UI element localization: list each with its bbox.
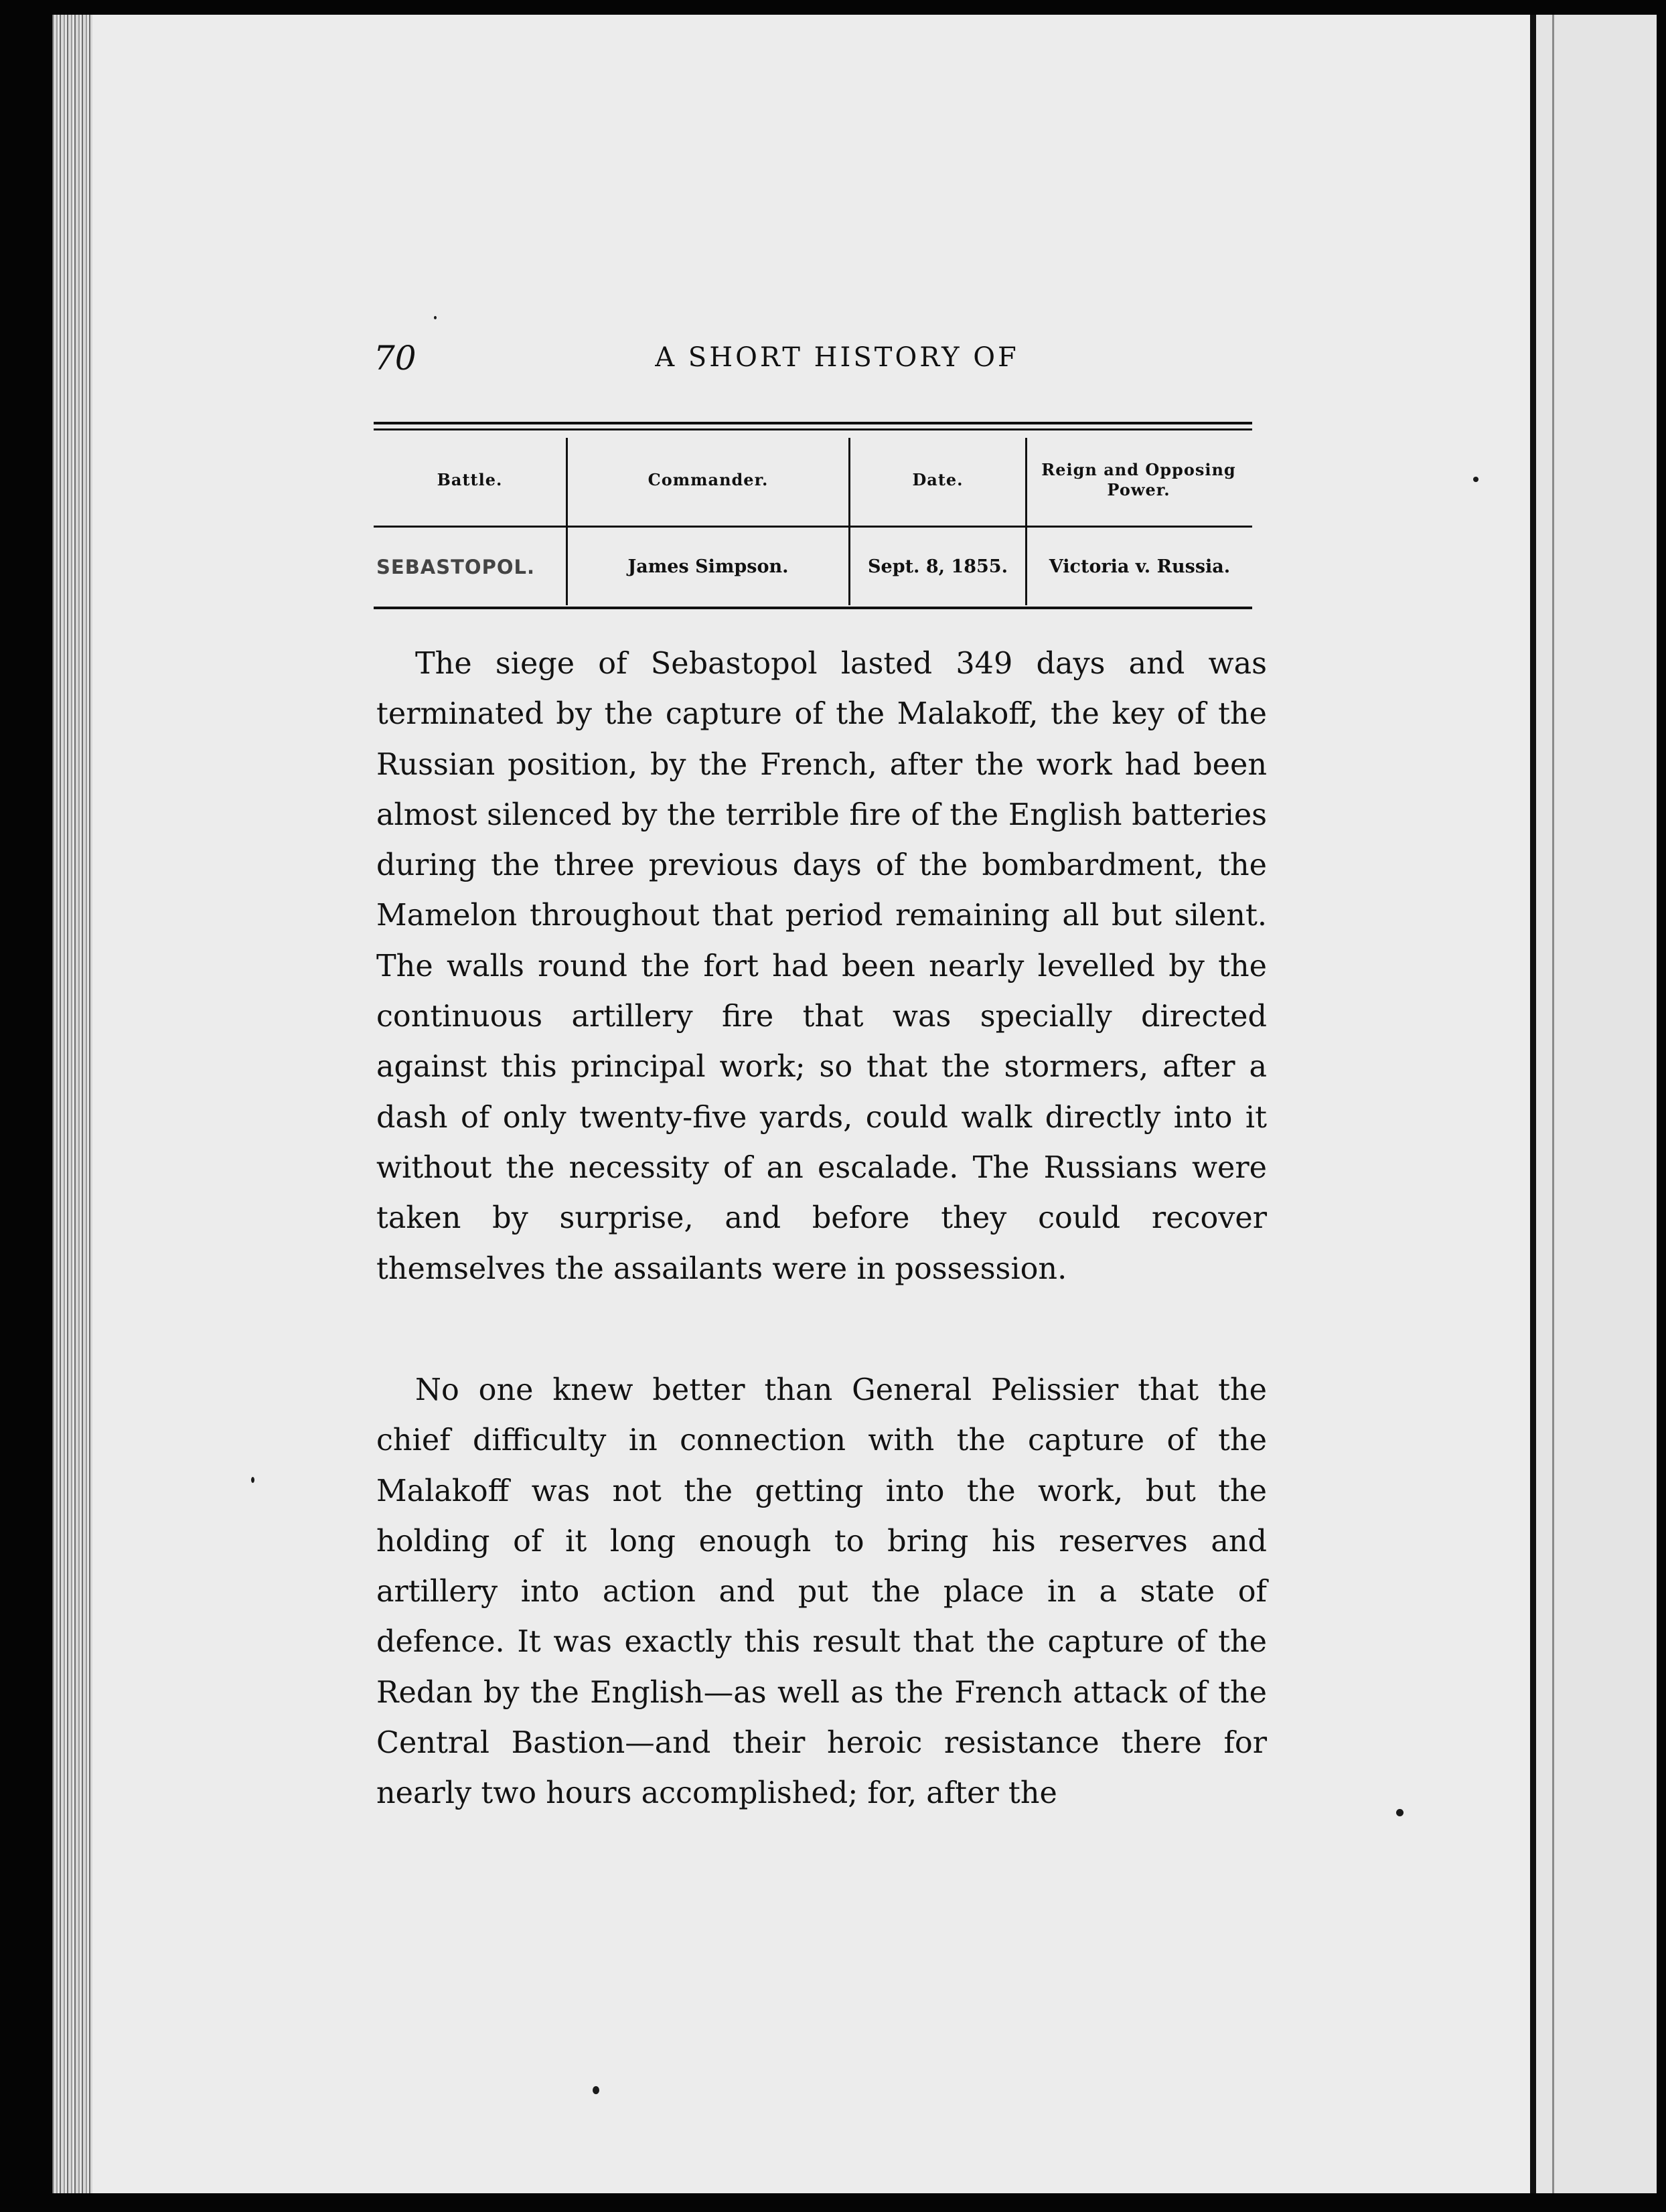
- table-header-rule: [374, 526, 1252, 528]
- adjacent-page-edge: [1552, 15, 1554, 2193]
- body-paragraph: No one knew better than General Pelissier that the chief difficulty in connection with the capture of the Malakoff was not the getting into the work, but the holding of it long enough to bring his reserves and artillery into action and put the place in a state of defence. It was exactly this result that the capture of the Redan by the English—as well as the French attack of the Central Bastion—and their heroic resistance there for nearly two hours accomplished; for, after the: [376, 1373, 1267, 1811]
- dust-speck: [1473, 477, 1479, 482]
- dust-speck: [434, 316, 437, 319]
- column-header-reign: Reign and Opposing Power.: [1041, 460, 1236, 499]
- table-top-rule: [374, 422, 1252, 424]
- book-gutter: [1530, 15, 1536, 2193]
- scan-border-left: [0, 0, 52, 2212]
- column-header-battle: Battle.: [437, 470, 503, 489]
- running-title: A SHORT HISTORY OF: [655, 342, 1019, 373]
- cell-date: Sept. 8, 1855.: [868, 556, 1008, 577]
- battle-table: [374, 422, 1252, 612]
- adjacent-page-strip: [1536, 15, 1657, 2193]
- table-top-rule-inner: [374, 428, 1252, 430]
- scan-border-right: [1657, 0, 1666, 2212]
- table-bottom-rule: [374, 607, 1252, 609]
- cell-reign: Victoria v. Russia.: [1049, 556, 1231, 577]
- page-stack-edges: [52, 15, 92, 2193]
- dust-speck: [593, 2086, 599, 2094]
- page-number: 70: [374, 339, 416, 378]
- cell-commander: James Simpson.: [627, 556, 789, 577]
- dust-speck: [251, 1477, 254, 1483]
- body-paragraph: The siege of Sebastopol lasted 349 days and was terminated by the capture of the Malakoff, the key of the Russian position, by the French, after the work had been almost silenced by the terrible fire of the English batteries during the three previous days of the bombardment, the Mamelon throughout that period remaining all but silent. The walls round the fort had been nearly levelled by the continuous artillery fire that was specially directed against this principal work; so that the stormers, after a dash of only twenty-five yards, could walk directly into it without the necessity of an escalade. The Russians were taken by surprise, and before they could recover themselves the assailants were in possession.: [376, 647, 1267, 1286]
- column-header-commander: Commander.: [648, 470, 769, 489]
- dust-speck: [1396, 1809, 1404, 1816]
- scan-border-top: [0, 0, 1666, 15]
- cell-battle: SEBASTOPOL.: [376, 556, 535, 578]
- scan-border-bottom: [0, 2193, 1666, 2212]
- column-header-date: Date.: [912, 470, 964, 489]
